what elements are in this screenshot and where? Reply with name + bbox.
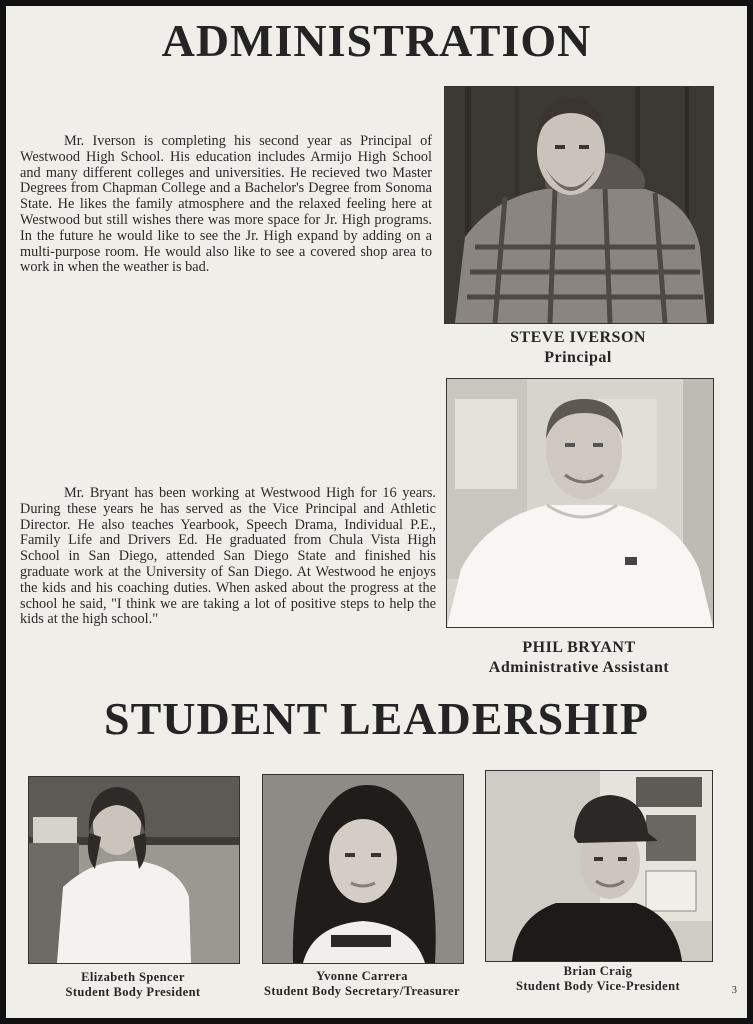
secretary-role: Student Body Secretary/Treasurer	[264, 984, 460, 998]
principal-name: STEVE IVERSON	[510, 329, 646, 346]
assistant-paragraph: Mr. Bryant has been working at Westwood High for 16 years. During these years he has served as the Vice Principal and Athletic Director. He also teaches Yearbook, Speech Drama, Individual P.E., Family Life and Drivers Ed. He graduated from Chula Vista High School in San Diego, attended San Diego State and finished his graduate work at the University of San Diego. At Westwood he enjoys the kids and his coaching duties. When asked about the progress at the school he said, "I think we are taking a lot of positive steps to help the kids at the high school."	[20, 485, 436, 628]
principal-title: Principal	[544, 349, 612, 366]
assistant-photo	[446, 378, 714, 628]
assistant-title: Administrative Assistant	[488, 659, 670, 676]
president-name: Elizabeth Spencer	[81, 970, 185, 984]
student-photo-secretary	[262, 774, 464, 964]
president-role: Student Body President	[65, 985, 201, 999]
page-number: 3	[731, 984, 737, 996]
student-photo-vice-president	[485, 770, 713, 962]
student-photo-president	[28, 776, 240, 964]
assistant-name: PHIL BRYANT	[522, 639, 636, 656]
principal-paragraph: Mr. Iverson is completing his second year as Principal of Westwood High School. His education includes Armijo High School and many different colleges and universities. He recieved two Master Degrees from Chapman College and a Bachelor's Degree from Sonoma State. He likes the family atmosphere and the relaxed feeling here at Westwood but still wishes there was more space for Jr. High programs. In the future he would like to see the Jr. High expand by adding on a multi-purpose room. He would also like to see a covered shop area to work in when the weather is bad.	[20, 133, 432, 276]
student-leadership-heading: STUDENT LEADERSHIP	[103, 693, 650, 744]
vice-president-role: Student Body Vice-President	[515, 979, 681, 993]
secretary-name: Yvonne Carrera	[316, 969, 408, 983]
vice-president-name: Brian Craig	[563, 964, 633, 978]
principal-photo	[444, 86, 714, 324]
administration-heading: ADMINISTRATION	[161, 15, 592, 66]
yearbook-page	[6, 6, 747, 1018]
